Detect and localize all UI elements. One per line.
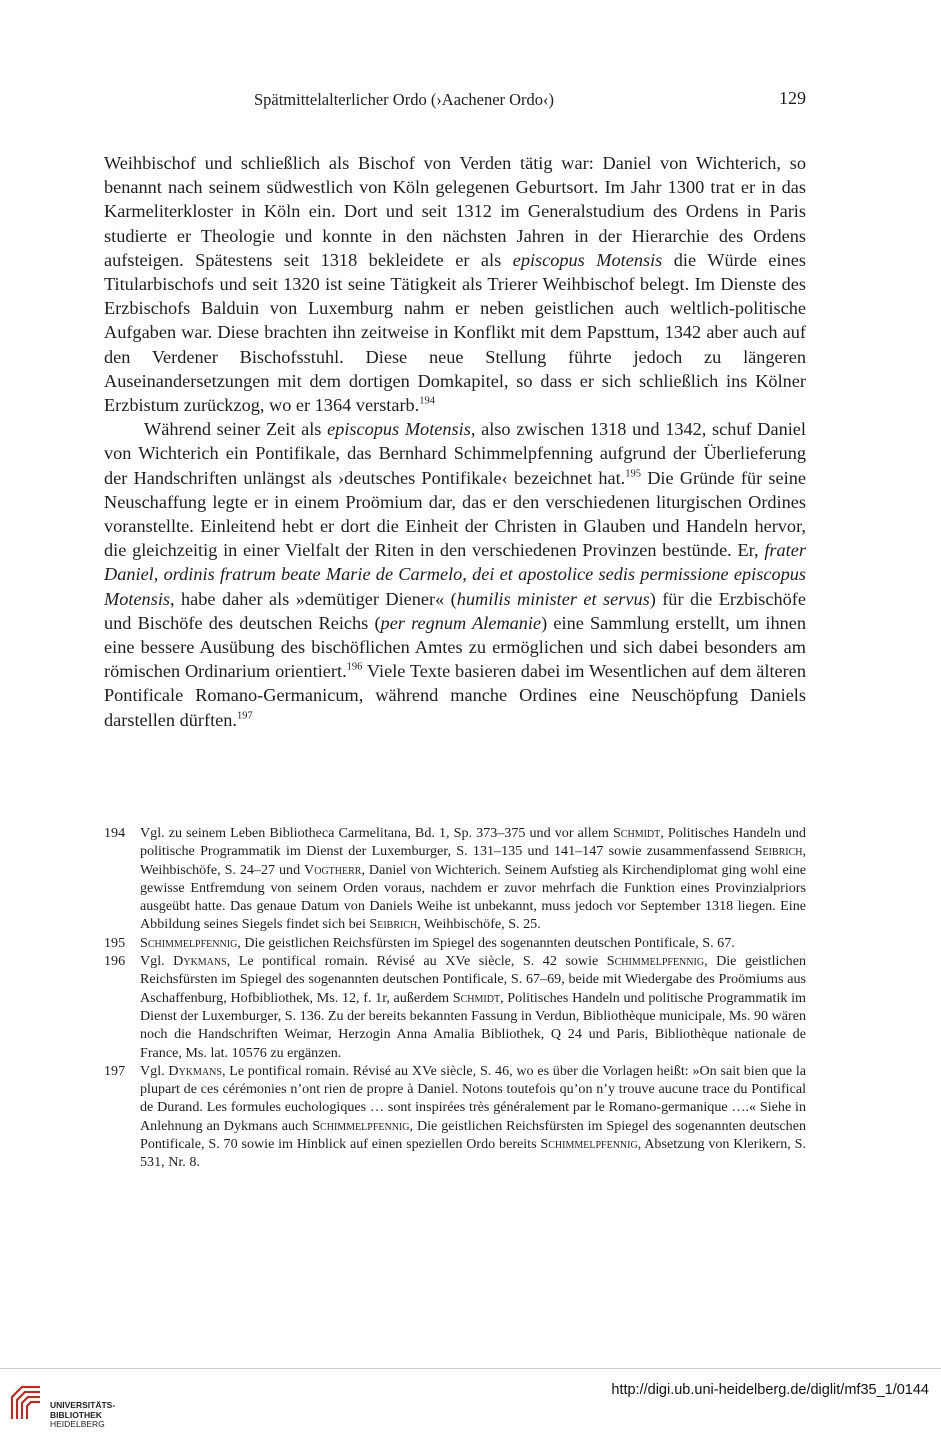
footnote-text: , Absetzung von Klerikern, S. 531, Nr. 8. (140, 1136, 806, 1171)
logo-line-1: UNIVERSITÄTS- (50, 1400, 116, 1410)
digitization-footer (0, 1368, 941, 1438)
footnote-text: , Daniel von Wichterich. Seinem Aufstieg als Kirchendiplomat ging wohl eine gewisse Entfremdung von seinem Orden voraus, nachdem er zuvor mehrfach die Funktion eines Provinzialpriors ausgeübt hatte. Das genaue Datum von Daniels Weihe ist unbekannt, muss jedoch vor September 1318 liegen. Eine Abbildung seines Siegels findet sich bei (140, 861, 806, 933)
footnote-194 (104, 824, 806, 934)
paragraph-text: Viele Texte basieren dabei im Wesentlichen auf dem älteren Pontificale Romano-Germanicum, während manche Ordines eine Neuschöpfung Daniels darstellen dürften. (104, 661, 807, 730)
italic-phrase: humilis minister et servus (456, 588, 650, 609)
footnote-text: , Politisches Handeln und politische Programmatik im Dienst der Luxemburger, S. 136. Zu der bereits bekannten Fassung in Verdun, Bibliothèque municipale, Ms. 90 wären noch die Handschriften Weimar, Herzogin Anna Amalia Bibliothek, Q 24 und Paris, Bibliothèque nationale de France, Ms. lat. 10576 zu ergänzen. (140, 989, 807, 1061)
author-name: Schimmelpfennig (540, 1136, 638, 1153)
footnote-ref-195[interactable]: 195 (625, 468, 641, 480)
footnote-text: , Die geistlichen Reichsfürsten im Spiegel des sogenannten deutschen Pontificale, S. 67–69, beide mit Wiedergabe des Proömiums aus Aschaffenburg, Hofbibliothek, Ms. 12, f. 1r, außerdem (140, 953, 807, 1006)
footnote-195 (104, 934, 806, 952)
footnote-text: Vgl. (140, 953, 174, 970)
ub-heidelberg-logo-icon (8, 1383, 44, 1423)
main-text (104, 151, 806, 732)
paragraph-text: , habe daher als »demütiger Diener« ( (170, 588, 457, 609)
footnote-text: , Le pontifical romain. Révisé au XVe siècle, S. 42 sowie (226, 953, 607, 970)
running-head (104, 88, 806, 112)
author-name: Dykmans (173, 953, 227, 970)
author-name: Schimmelpfennig (140, 934, 238, 951)
footnote-number: 197 (104, 1062, 126, 1079)
footnote-number: 196 (104, 953, 126, 970)
footnote-text: , Weihbischöfe, S. 25. (417, 916, 541, 933)
italic-phrase: frater Daniel, ordinis fratrum beate Marie de Carmelo, dei et apostolice sedis permissione episcopus Motensis (104, 540, 806, 609)
footnote-text: , Die geistlichen Reichsfürsten im Spiegel des sogenannten deutschen Pontificale, S. 70 sowie im Hinblick auf einen speziellen Ordo bereits (140, 1117, 806, 1153)
italic-phrase: episcopus Motensis (512, 249, 663, 270)
italic-phrase: episcopus Motensis (327, 419, 471, 440)
author-name: Seibrich (754, 843, 803, 860)
italic-phrase: per regnum Alemanie (380, 612, 542, 633)
paragraph-1 (104, 151, 806, 417)
paragraph-2 (104, 417, 806, 732)
running-title: Spätmittelalterlicher Ordo (›Aachener Ordo‹) (253, 90, 555, 109)
logo-text (50, 1401, 115, 1430)
footnote-197 (104, 1062, 806, 1172)
logo-line-3: HEIDELBERG (50, 1419, 105, 1429)
footnote-text: Vgl. (140, 1062, 169, 1079)
logo-line-2: BIBLIOTHEK (50, 1409, 102, 1420)
footnote-text: , Le pontifical romain. Révisé au XVe siècle, S. 46, wo es über die Vorlagen heißt: »On sait bien que la plupart de ces cérémonies n’ont rien de propre à Daniel. Notons toutefois qu’on n’y trouve aucune trace du Pontifical de Durand. Les formules euchologiques … sont inspirées très généralement par le Romano-germanique ….« Siehe in Anlehnung an Dykmans auch (140, 1062, 807, 1134)
page-number: 129 (779, 88, 806, 108)
author-name: Schimmelpfennig (312, 1117, 410, 1134)
footnote-196 (104, 952, 806, 1062)
author-name: Vogtherr (304, 861, 362, 878)
footnote-text: Vgl. zu seinem Leben Bibliotheca Carmelitana, Bd. 1, Sp. 373–375 und vor allem (140, 825, 613, 841)
footnote-text: , Weihbischöfe, S. 24–27 und (140, 843, 806, 878)
author-name: Seibrich (369, 916, 418, 933)
footnote-text: , Die geistlichen Reichsfürsten im Spiegel des sogenannten deutschen Pontificale, S. 67. (237, 934, 735, 951)
footnote-ref-194[interactable]: 194 (419, 395, 436, 407)
paragraph-text: ) eine Sammlung erstellt, um ihnen eine bessere Ausübung des bischöflichen Amtes zu ermöglichen und sich dabei besonders am römischen Ordinarium orientiert. (104, 612, 806, 682)
paragraph-text: die Würde eines Titularbischofs und seit 1320 ist seine Tätigkeit als Trierer Weihbischof belegt. Im Dienste des Erzbischofs Balduin von Luxemburg nahm er neben geistlichen auch weltlich-politische Aufgaben war. Diese brachten ihn zeitweise in Konflikt mit dem Papsttum, 1342 aber auch auf den Verdener Bischofsstuhl. Diese neue Stellung führte jedoch zu längeren Auseinandersetzungen mit dem dortigen Domkapitel, so dass er sich schließlich ins Kölner Erzbistum zurückzog, wo er 1364 verstarb. (104, 249, 806, 416)
author-name: Schmidt (612, 825, 661, 841)
footnote-ref-196[interactable]: 196 (346, 661, 363, 673)
permalink-url[interactable]: http://digi.ub.uni-heidelberg.de/diglit/mf35_1/0144 (611, 1382, 929, 1398)
footnote-ref-197[interactable]: 197 (237, 710, 253, 722)
footnotes (104, 824, 806, 1172)
footnote-number: 195 (104, 934, 126, 951)
library-logo[interactable] (8, 1383, 118, 1429)
author-name: Dykmans (168, 1062, 222, 1079)
footnote-number: 194 (104, 825, 126, 841)
paragraph-text: ) für die Erzbischöfe und Bischöfe des deutschen Reichs ( (104, 588, 807, 633)
author-name: Schmidt (452, 989, 501, 1006)
author-name: Schimmelpfennig (606, 953, 705, 970)
paragraph-text: Während seiner Zeit als (144, 419, 328, 440)
paragraph-text: , also zwischen 1318 und 1342, schuf Daniel von Wichterich ein Pontifikale, das Bernhard Schimmelpfenning aufgrund der Überlieferung der Handschriften unlängst als ›deutsches Pontifikale‹ bezeichnet hat. (104, 419, 806, 488)
footnote-text: , Politisches Handeln und politische Programmatik im Dienst der Luxemburger, S. 131–135 und 141–147 sowie zusammenfassend (140, 825, 806, 860)
paragraph-text: Weihbischof und schließlich als Bischof von Verden tätig war: Daniel von Wichterich, so benannt nach seinem südwestlich von Köln gelegenen Geburtsort. Im Jahr 1300 trat er in das Karmeliterkloster in Köln ein. Dort und seit 1312 im Generalstudium des Ordens in Paris studierte er Theologie und konnte in den nächsten Jahren in der Hierarchie des Ordens aufsteigen. Spätestens seit 1318 bekleidete er als (104, 153, 806, 270)
paragraph-text: Die Gründe für seine Neuschaffung legte er in einem Proömium dar, das er den verschiedenen liturgischen Ordines voranstellte. Einleitend hebt er dort die Einheit der Christen in Glauben und Handeln hervor, die gleichzeitig in einer Vielfalt der Riten in den verschiedenen Provinzen bestünde. Er, (104, 467, 806, 561)
